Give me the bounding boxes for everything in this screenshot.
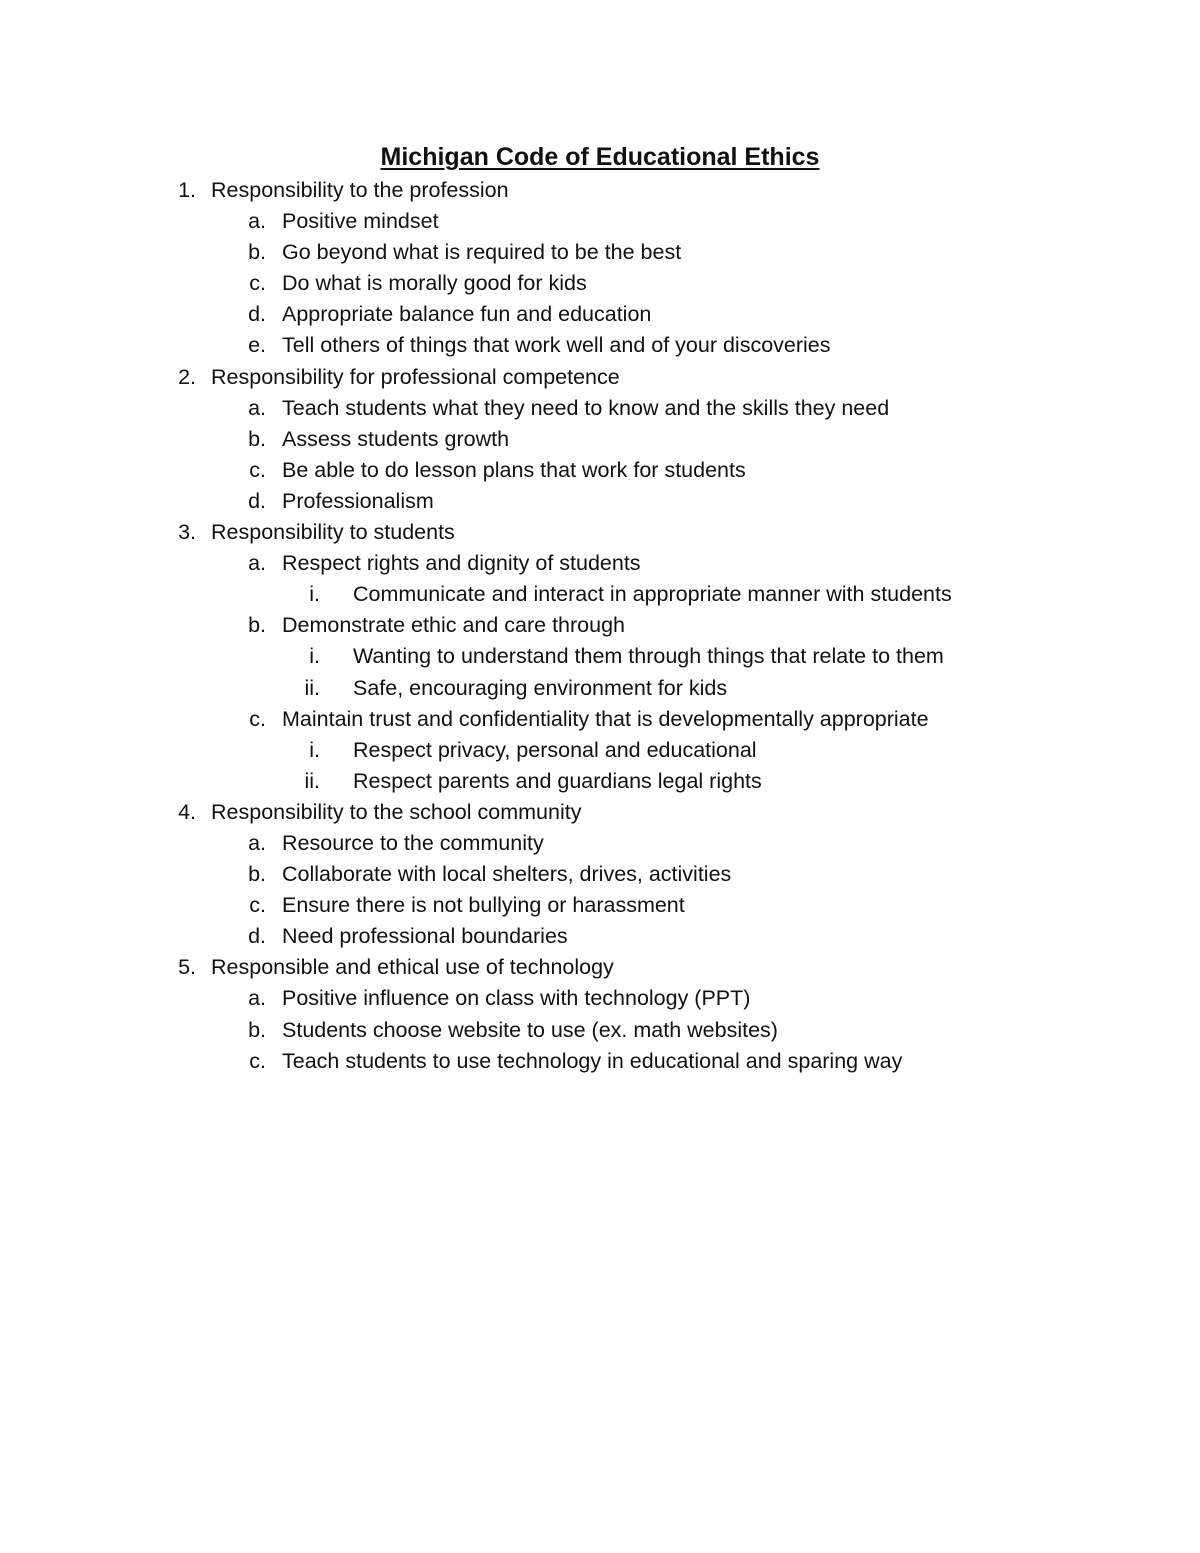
list-item-text: Assess students growth: [282, 426, 510, 451]
list-marker: 3.: [178, 520, 196, 545]
list-item: [0, 455, 1200, 486]
list-marker: e.: [248, 333, 266, 358]
section-heading: [0, 517, 1200, 548]
list-item-text: Demonstrate ethic and care through: [282, 613, 626, 638]
list-item: [0, 548, 1200, 579]
list-item-text: Tell others of things that work well and of your discoveries: [282, 333, 831, 358]
list-item-text: Responsibility for professional competence: [211, 364, 620, 389]
list-marker: c.: [249, 706, 266, 731]
list-marker: c.: [249, 1048, 266, 1073]
list-item: [0, 890, 1200, 921]
list-item: [0, 486, 1200, 517]
list-marker: b.: [248, 426, 266, 451]
list-item-text: Safe, encouraging environment for kids: [353, 675, 728, 700]
list-item-text: Responsible and ethical use of technology: [211, 955, 614, 980]
list-marker: b.: [248, 613, 266, 638]
list-item: [0, 393, 1200, 424]
list-item-text: Maintain trust and confidentiality that is developmentally appropriate: [282, 706, 929, 731]
list-item-text: Positive mindset: [282, 209, 439, 234]
list-marker: a.: [248, 395, 266, 420]
list-item-text: Teach students what they need to know and the skills they need: [282, 395, 890, 420]
section-heading: [0, 952, 1200, 983]
section-heading: [0, 175, 1200, 206]
document-title: Michigan Code of Educational Ethics: [380, 143, 820, 171]
list-marker: d.: [248, 488, 266, 513]
list-item: [0, 828, 1200, 859]
list-item-text: Positive influence on class with technology (PPT): [282, 986, 751, 1011]
list-item: [0, 237, 1200, 268]
list-item-text: Resource to the community: [282, 830, 544, 855]
list-item-text: Appropriate balance fun and education: [282, 302, 652, 327]
list-marker: b.: [248, 1017, 266, 1042]
list-marker: b.: [248, 862, 266, 887]
list-marker: i.: [309, 644, 320, 669]
list-item: [0, 268, 1200, 299]
list-marker: i.: [309, 582, 320, 607]
list-marker: a.: [248, 209, 266, 234]
sub-list-item: [0, 673, 1200, 704]
list-item-text: Be able to do lesson plans that work for students: [282, 457, 746, 482]
list-item-text: Teach students to use technology in educational and sparing way: [282, 1048, 903, 1073]
list-item-text: Professionalism: [282, 488, 434, 513]
list-marker: a.: [248, 551, 266, 576]
list-item-text: Collaborate with local shelters, drives, activities: [282, 862, 732, 887]
list-marker: 4.: [178, 799, 196, 824]
list-item-text: Communicate and interact in appropriate manner with students: [353, 582, 952, 607]
list-marker: 1.: [178, 178, 196, 202]
list-item: [0, 610, 1200, 641]
sub-list-item: [0, 735, 1200, 766]
list-item-text: Respect privacy, personal and educational: [353, 737, 757, 762]
list-item-text: Responsibility to students: [211, 520, 455, 545]
sub-list-item: [0, 641, 1200, 672]
list-marker: 5.: [178, 955, 196, 980]
list-item-text: Respect rights and dignity of students: [282, 551, 641, 576]
list-item: [0, 921, 1200, 952]
list-item: [0, 983, 1200, 1014]
ethics-outline: [0, 175, 1200, 1077]
list-marker: c.: [249, 271, 266, 296]
list-item: [0, 1015, 1200, 1046]
list-item: [0, 206, 1200, 237]
list-marker: ii.: [304, 675, 320, 700]
list-marker: a.: [248, 830, 266, 855]
list-item: [0, 424, 1200, 455]
list-marker: ii.: [304, 768, 320, 793]
list-item-text: Responsibility to the profession: [211, 178, 509, 202]
list-item-text: Wanting to understand them through things that relate to them: [353, 644, 944, 669]
list-item-text: Students choose website to use (ex. math websites): [282, 1017, 778, 1042]
list-marker: c.: [249, 893, 266, 918]
list-item: [0, 330, 1200, 361]
list-item-text: Go beyond what is required to be the best: [282, 240, 682, 265]
list-item: [0, 704, 1200, 735]
list-marker: d.: [248, 924, 266, 949]
list-item-text: Do what is morally good for kids: [282, 271, 587, 296]
sub-list-item: [0, 579, 1200, 610]
list-item-text: Ensure there is not bullying or harassment: [282, 893, 685, 918]
list-marker: b.: [248, 240, 266, 265]
list-item-text: Respect parents and guardians legal rights: [353, 768, 762, 793]
list-marker: c.: [249, 457, 266, 482]
list-marker: i.: [309, 737, 320, 762]
list-marker: a.: [248, 986, 266, 1011]
list-item-text: Need professional boundaries: [282, 924, 568, 949]
list-item: [0, 299, 1200, 330]
list-marker: 2.: [178, 364, 196, 389]
sub-list-item: [0, 766, 1200, 797]
list-item: [0, 1046, 1200, 1077]
list-item-text: Responsibility to the school community: [211, 799, 582, 824]
list-marker: d.: [248, 302, 266, 327]
section-heading: [0, 362, 1200, 393]
list-item: [0, 859, 1200, 890]
section-heading: [0, 797, 1200, 828]
